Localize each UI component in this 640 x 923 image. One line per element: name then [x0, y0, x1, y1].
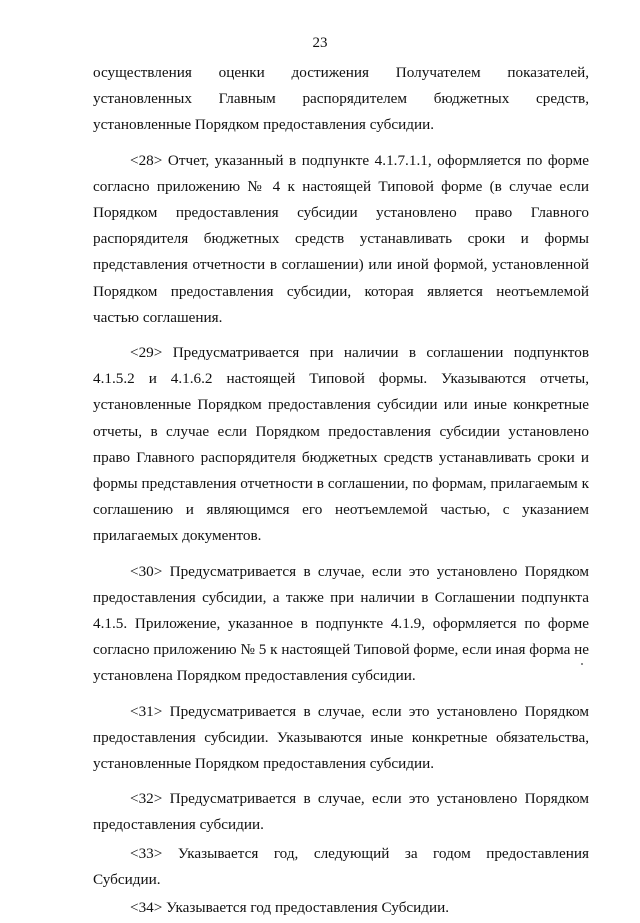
footnote-31: <31> Предусматривается в случае, если это установлено Порядком предоставления субсидии. Указываются иные конкретные обязательства, установленные Порядком предоставления субсидии.	[93, 702, 589, 773]
footnotes-body	[93, 60, 589, 923]
paragraph-continuation: осуществления оценки достижения Получателем показателей, установленных Главным распорядителем бюджетных средств, установленные Порядком предоставления субсидии.	[93, 64, 589, 134]
footnote-29: <29> Предусматривается при наличии в соглашении подпунктов 4.1.5.2 и 4.1.6.2 настоящей Типовой формы. Указываются отчеты, установленные Порядком предоставления субсидии или иные конкретные отчеты, в случае если Порядком предоставления субсидии установлено право Главного распорядителя бюджетных средств устанавливать сроки и формы представления отчетности в соглашении, по формам, прилагаемым к соглашению и являющимся его неотъемлемой частью, с указанием прилагаемых документов.	[93, 344, 589, 545]
footnote-30: <30> Предусматривается в случае, если это установлено Порядком предоставления субсидии, а также при наличии в Соглашении подпункта 4.1.5. Приложение, указанное в подпункте 4.1.9, оформляется по форме согласно приложению № 5 к настоящей Типовой форме, если иная форма не установлена Порядком предоставления субсидии.	[93, 562, 589, 685]
footnote-32: <32> Предусматривается в случае, если это установлено Порядком предоставления субсидии.	[93, 790, 589, 834]
page-number: 23	[312, 35, 328, 51]
footnote-33: <33> Указывается год, следующий за годом предоставления Субсидии.	[93, 844, 589, 888]
footnote-34: <34> Указывается год предоставления Субсидии.	[130, 899, 450, 917]
scan-speck	[581, 663, 583, 665]
footnote-28: <28> Отчет, указанный в подпункте 4.1.7.1.1, оформляется по форме согласно приложению № 4 к настоящей Типовой форме (в случае если Порядком предоставления субсидии установлено право Главного распорядителя бюджетных средств устанавливать сроки и формы представления отчетности в соглашении) или иной формой, установленной Порядком предоставления субсидии, которая является неотъемлемой частью соглашения.	[93, 151, 589, 326]
